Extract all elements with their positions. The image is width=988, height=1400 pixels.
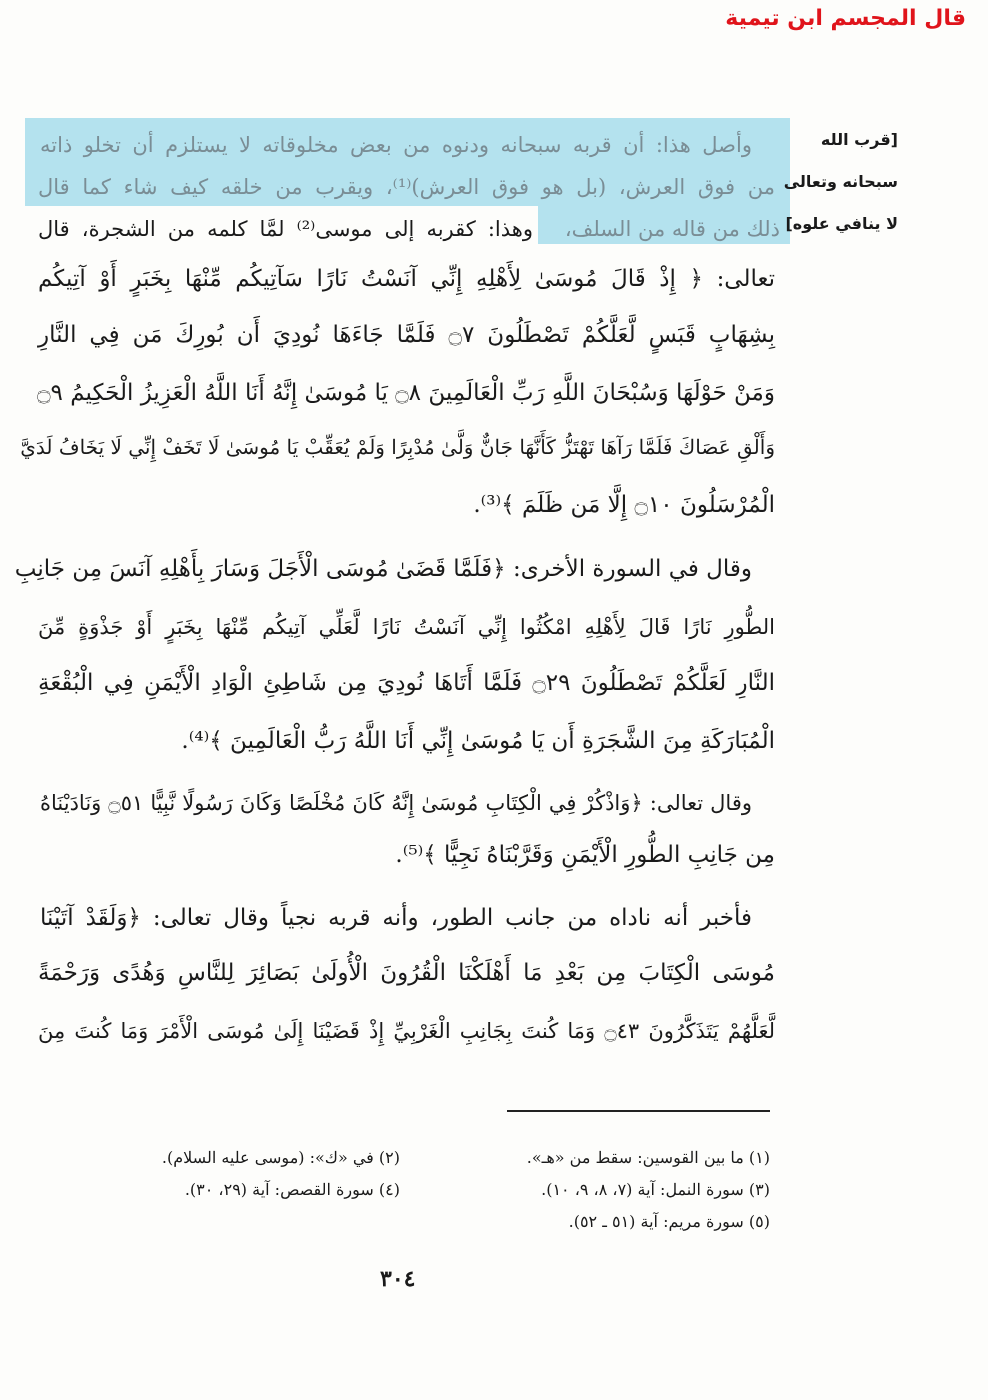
quran-line: لَّعَلَّهُمْ يَتَذَكَّرُونَ ۝٤٣ وَمَا كُنتَ بِجَانِبِ الْغَرْبِيِّ إِذْ قَضَيْنَا إِلَىٰ مُوسَى الْأَمْرَ وَمَا كُنتَ مِنَ [38, 1019, 775, 1043]
footnote: (١) ما بين القوسين: سقط من «هـ». [526, 1148, 770, 1167]
quran-line: وَأَلْقِ عَصَاكَ فَلَمَّا رَآهَا تَهْتَزُّ كَأَنَّهَا جَانٌّ وَلَّىٰ مُدْبِرًا وَلَمْ يُعَقِّبْ يَا مُوسَىٰ لَا تَخَفْ إِنِّي لَا يَخَافُ لَدَيَّ [20, 435, 775, 459]
quran-line: الْمُبَارَكَةِ مِنَ الشَّجَرَةِ أَن يَا مُوسَىٰ إِنِّي أَنَا اللَّهُ رَبُّ الْعَالَمِينَ ﴾⁽⁴⁾. [181, 728, 775, 754]
quran-line: فأخبر أنه ناداه من جانب الطور، وأنه قربه نجياً وقال تعالى: ﴿وَلَقَدْ آتَيْنَا [40, 905, 752, 931]
footnote-divider [507, 1110, 770, 1112]
quran-line: الطُّورِ نَارًا قَالَ لِأَهْلِهِ امْكُثُوا إِنِّي آنَسْتُ نَارًا لَّعَلِّي آتِيكُم مِّنْهَا بِخَبَرٍ أَوْ جَذْوَةٍ مِّنَ [38, 615, 775, 639]
quran-line: الْمُرْسَلُونَ ۝١٠ إِلَّا مَن ظَلَمَ ﴾⁽³⁾. [473, 492, 775, 518]
side-note-line: سبحانه وتعالى [783, 172, 898, 191]
quran-line: مُوسَى الْكِتَابَ مِن بَعْدِ مَا أَهْلَكْنَا الْقُرُونَ الْأُولَىٰ بَصَائِرَ لِلنَّاسِ وَهُدًى وَرَحْمَةً [38, 960, 775, 986]
footnote: (٢) في «ك»: (موسى عليه السلام). [161, 1148, 400, 1167]
footnote: (٣) سورة النمل: آية (٧، ٨، ٩، ١٠). [541, 1180, 770, 1199]
page-number: ٣٠٤ [380, 1266, 416, 1292]
body-line: من فوق العرش، (بل هو فوق العرش)⁽¹⁾، ويقرب من خلقه كيف شاء كما قال [38, 175, 776, 199]
quran-line: مِن جَانِبِ الطُّورِ الْأَيْمَنِ وَقَرَّبْنَاهُ نَجِيًّا ﴾⁽⁵⁾. [395, 842, 775, 868]
quran-line: بِشِهَابٍ قَبَسٍ لَّعَلَّكُمْ تَصْطَلُونَ ۝٧ فَلَمَّا جَاءَهَا نُودِيَ أَن بُورِكَ مَن فِي النَّارِ [38, 322, 775, 348]
footnote: (٥) سورة مريم: آية (٥١ ـ ٥٢). [568, 1212, 770, 1231]
footnote: (٤) سورة القصص: آية (٢٩، ٣٠). [184, 1180, 400, 1199]
body-line: وأصل هذا: أن قربه سبحانه ودنوه من بعض مخلوقاته لا يستلزم أن تخلو ذاته [40, 133, 752, 157]
side-note [783, 130, 898, 233]
quran-line: وَمَنْ حَوْلَهَا وَسُبْحَانَ اللَّهِ رَبِّ الْعَالَمِينَ ۝٨ يَا مُوسَىٰ إِنَّهُ أَنَا اللَّهُ الْعَزِيزُ الْحَكِيمُ ۝٩ [37, 380, 775, 406]
quran-line: وقال في السورة الأخرى: ﴿فَلَمَّا قَضَىٰ مُوسَى الْأَجَلَ وَسَارَ بِأَهْلِهِ آنَسَ مِن جَانِبِ [14, 556, 752, 582]
quran-line: النَّارِ لَعَلَّكُمْ تَصْطَلُونَ ۝٢٩ فَلَمَّا أَتَاهَا نُودِيَ مِن شَاطِئِ الْوَادِ الْأَيْمَنِ فِي الْبُقْعَةِ [38, 670, 775, 696]
body-line: ذلك من قاله من السلف، [564, 217, 780, 241]
side-note-line: لا ينافي علوه] [785, 214, 898, 233]
quran-line: وقال تعالى: ﴿وَاذْكُرْ فِي الْكِتَابِ مُوسَىٰ إِنَّهُ كَانَ مُخْلَصًا وَكَانَ رَسُولًا نَّبِيًّا ۝٥١ وَنَادَيْنَاهُ [40, 791, 753, 815]
side-note-line: [قرب الله [820, 130, 898, 149]
page-header-title: قال المجسم ابن تيمية [725, 6, 966, 31]
quran-line: تعالى: ﴿ إِذْ قَالَ مُوسَىٰ لِأَهْلِهِ إِنِّي آنَسْتُ نَارًا سَآتِيكُم مِّنْهَا بِخَبَرٍ أَوْ آتِيكُم [38, 266, 775, 292]
body-line: وهذا: كقربه إلى موسى⁽²⁾ لمَّا كلمه من الشجرة، قال [38, 217, 534, 241]
